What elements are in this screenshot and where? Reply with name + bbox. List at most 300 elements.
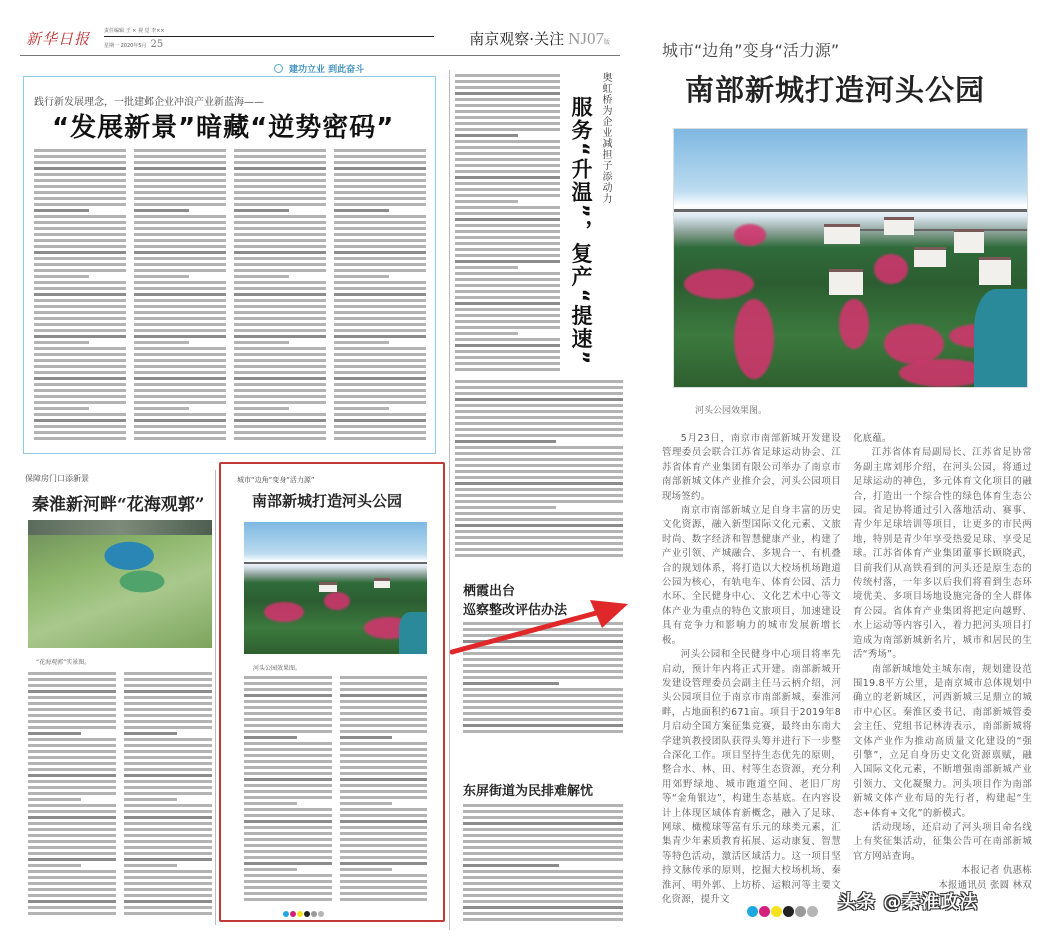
text-line <box>134 431 226 434</box>
text-line <box>455 554 623 557</box>
text-line <box>340 742 428 745</box>
text-line <box>234 425 326 428</box>
highlighted-story-body <box>244 676 427 904</box>
text-line <box>234 365 326 368</box>
text-line <box>455 200 518 203</box>
text-line <box>463 888 623 891</box>
text-line <box>455 284 560 287</box>
text-line <box>455 332 518 335</box>
text-line <box>340 736 393 739</box>
text-line <box>244 790 332 793</box>
text-line <box>463 870 623 873</box>
text-line <box>124 726 212 729</box>
text-line <box>134 383 226 386</box>
text-line <box>234 431 326 434</box>
text-line <box>134 275 189 278</box>
text-line <box>244 898 332 901</box>
text-line <box>244 700 332 703</box>
text-line <box>340 760 428 763</box>
text-line <box>134 377 226 380</box>
text-line <box>463 864 559 867</box>
text-line <box>455 500 623 503</box>
text-line <box>134 209 189 212</box>
text-line <box>455 524 623 527</box>
text-line <box>34 227 126 230</box>
text-line <box>340 844 428 847</box>
article-title: 南部新城打造河头公园 <box>685 73 986 107</box>
text-line <box>340 814 428 817</box>
text-line <box>234 239 326 242</box>
text-line <box>244 676 332 679</box>
text-line <box>234 311 326 314</box>
text-line <box>463 730 623 733</box>
text-line <box>234 437 326 440</box>
text-line <box>34 251 126 254</box>
text-line <box>334 167 426 170</box>
text-line <box>34 239 126 242</box>
text-line <box>34 173 126 176</box>
text-line <box>134 221 226 224</box>
text-line <box>234 395 326 398</box>
text-line <box>463 882 623 885</box>
text-line <box>463 718 623 721</box>
text-line <box>124 792 212 795</box>
text-line <box>244 844 332 847</box>
text-line <box>455 320 560 323</box>
text-line <box>455 80 560 83</box>
text-line <box>244 784 332 787</box>
text-line <box>134 389 226 392</box>
text-line <box>334 233 426 236</box>
text-line <box>340 838 428 841</box>
text-column <box>124 672 212 922</box>
text-line <box>234 221 326 224</box>
text-line <box>463 876 623 879</box>
text-line <box>34 365 126 368</box>
text-column <box>28 672 116 922</box>
text-line <box>334 251 426 254</box>
text-line <box>134 161 226 164</box>
text-line <box>334 191 426 194</box>
text-line <box>455 536 623 539</box>
text-line <box>234 251 326 254</box>
text-line <box>124 900 212 903</box>
text-line <box>234 287 326 290</box>
text-line <box>34 203 126 206</box>
text-line <box>463 700 623 703</box>
text-line <box>34 167 126 170</box>
side-story-title: 服务“升温”，复产“提速” <box>569 96 593 367</box>
brief-title-2: 东屏街道为民排难解忧 <box>463 784 594 799</box>
text-line <box>28 738 116 741</box>
text-line <box>124 696 212 699</box>
text-line <box>124 780 212 783</box>
date-line: 星期一 2020年5月 25 <box>104 39 164 50</box>
text-line <box>134 281 226 284</box>
text-line <box>34 329 126 332</box>
text-line <box>28 672 116 675</box>
thumb-caption: 河头公园效果图。 <box>253 665 302 672</box>
text-line <box>455 386 623 389</box>
text-line <box>124 852 212 855</box>
text-line <box>234 257 326 260</box>
text-line <box>234 197 326 200</box>
side-story-body-cont <box>455 380 623 560</box>
text-line <box>334 221 426 224</box>
text-line <box>28 810 116 813</box>
text-line <box>463 906 623 909</box>
text-line <box>455 140 560 143</box>
text-line <box>334 419 426 422</box>
text-line <box>134 293 226 296</box>
text-line <box>334 425 426 428</box>
text-line <box>28 786 116 789</box>
text-line <box>455 152 560 155</box>
text-line <box>234 275 289 278</box>
text-line <box>455 134 518 137</box>
text-line <box>134 203 226 206</box>
text-line <box>134 341 189 344</box>
text-line <box>455 254 560 257</box>
text-line <box>34 263 126 266</box>
text-line <box>244 850 332 853</box>
text-column <box>34 149 126 445</box>
text-line <box>134 323 226 326</box>
top-story-kicker: 践行新发展理念，一批建邺企业冲浪产业新蓝海—— <box>34 97 264 108</box>
text-line <box>28 714 116 717</box>
text-line <box>455 236 560 239</box>
text-line <box>134 407 189 410</box>
text-line <box>455 458 623 461</box>
text-line <box>455 434 623 437</box>
text-line <box>124 684 212 687</box>
text-line <box>334 173 426 176</box>
text-line <box>28 888 116 891</box>
text-line <box>28 870 116 873</box>
text-line <box>28 804 116 807</box>
text-line <box>134 359 226 362</box>
text-line <box>334 323 426 326</box>
text-line <box>455 350 560 353</box>
text-line <box>124 870 212 873</box>
text-line <box>340 712 428 715</box>
text-line <box>28 852 116 855</box>
text-line <box>463 694 623 697</box>
text-line <box>28 876 116 879</box>
text-line <box>34 347 126 350</box>
text-line <box>463 688 623 691</box>
text-line <box>455 278 560 281</box>
text-line <box>334 155 426 158</box>
text-line <box>463 682 559 685</box>
text-line <box>234 413 326 416</box>
bottom-left-title: 秦淮新河畔“花海观郭” <box>32 495 205 515</box>
text-line <box>340 862 428 865</box>
text-line <box>455 74 560 77</box>
text-line <box>134 425 226 428</box>
brief-body-2 <box>463 804 623 924</box>
text-line <box>244 760 332 763</box>
text-line <box>334 281 426 284</box>
text-line <box>334 431 426 434</box>
text-line <box>34 149 126 152</box>
text-line <box>244 820 332 823</box>
text-line <box>340 682 428 685</box>
text-line <box>34 209 89 212</box>
text-line <box>334 401 426 404</box>
text-line <box>234 269 326 272</box>
text-line <box>455 368 560 371</box>
text-column <box>334 149 426 445</box>
text-line <box>455 452 623 455</box>
text-line <box>455 170 560 173</box>
text-line <box>28 720 116 723</box>
text-line <box>124 810 212 813</box>
text-line <box>28 726 116 729</box>
text-line <box>340 820 428 823</box>
text-line <box>134 251 226 254</box>
text-line <box>334 365 426 368</box>
text-line <box>334 311 426 314</box>
text-line <box>124 678 212 681</box>
text-line <box>455 314 560 317</box>
text-line <box>134 179 226 182</box>
text-line <box>244 736 297 739</box>
text-line <box>34 317 126 320</box>
text-line <box>334 389 426 392</box>
text-line <box>234 227 326 230</box>
text-line <box>124 768 212 771</box>
text-line <box>34 275 89 278</box>
text-line <box>455 308 560 311</box>
text-line <box>234 281 326 284</box>
text-line <box>34 413 126 416</box>
text-line <box>340 808 428 811</box>
text-line <box>124 756 212 759</box>
text-line <box>455 530 623 533</box>
text-line <box>334 353 426 356</box>
text-line <box>340 688 428 691</box>
text-line <box>463 900 623 903</box>
text-line <box>244 838 332 841</box>
text-line <box>455 290 560 293</box>
text-line <box>244 754 332 757</box>
text-line <box>34 191 126 194</box>
text-line <box>455 518 623 521</box>
text-line <box>334 437 426 440</box>
text-line <box>455 188 560 191</box>
text-line <box>463 918 623 921</box>
text-line <box>124 882 212 885</box>
text-line <box>244 796 332 799</box>
text-line <box>334 287 426 290</box>
text-line <box>134 395 226 398</box>
text-line <box>124 828 212 831</box>
text-line <box>28 696 116 699</box>
text-line <box>34 359 126 362</box>
text-line <box>244 772 332 775</box>
arrow-icon <box>450 596 630 656</box>
text-line <box>244 706 332 709</box>
text-line <box>28 792 116 795</box>
text-line <box>34 287 126 290</box>
text-line <box>340 724 428 727</box>
text-line <box>340 778 428 781</box>
article-column-1: 5月23日，南京市南部新城开发建设管理委员会联合江苏省足球运动协会、江苏省体育产业集团有限公司举办了南京市南部新城文体产业推介会，河头公园项目现场签约。 南京市南部新城立足自身丰富的历史文化资源，融入新型国际文化元素、文旅时尚、数字经济和智慧健康产业，构建了产业引领、产城融合、多规合一、有机叠合的规划体系，将打造以大校场机场跑道公园为核心，有轨电车、体育公园、活力水环、全民健身中心、文化艺术中心等文体产业为重点的特色文旅项目，加速建设具有竞争力和影响力的城市发展新增长极。 河头公园和全民健身中心项目将率先启动，预计年内将正式开建。南部新城开发建设管理委员会副主任马云柄介绍，河头公园项目位于南京市南部新城，秦淮河畔，占地面积约671亩。项目于2019年8月启动全国方案征集竞赛，最终由东南大学建筑教授团队获得头筹并进行下一步整合深化工作。项目坚持生态优先的原则，整合水、林、田、村等生态资源，充分利用郊野绿地、城市跑道空间、老旧厂房等“金角银边”，构建生态基底。在内容设计上体现区域体育新概念，融入了足球、网球、橄榄球等富有乐元的球类元素，汇集青少年素质教育拓展、运动康复、智慧等特色活动，激活区域活力。这一项目坚持文脉传承的原则，挖掘大校场机场、秦淮河、明外郭、上坊桥、运粮河等主要文化资源，提升文 <box>662 433 841 905</box>
text-line <box>34 371 126 374</box>
text-line <box>134 401 226 404</box>
text-line <box>234 209 289 212</box>
text-line <box>340 868 393 871</box>
park-rendering-thumb <box>244 522 427 654</box>
text-line <box>463 676 623 679</box>
text-line <box>340 748 428 751</box>
text-line <box>455 344 560 347</box>
text-line <box>34 293 126 296</box>
text-line <box>334 215 426 218</box>
text-line <box>340 802 393 805</box>
text-line <box>134 191 226 194</box>
text-line <box>134 419 226 422</box>
text-line <box>134 215 226 218</box>
text-line <box>334 329 426 332</box>
text-line <box>124 750 212 753</box>
text-line <box>334 407 389 410</box>
text-line <box>28 678 116 681</box>
text-line <box>455 242 560 245</box>
text-line <box>234 191 326 194</box>
text-line <box>334 269 426 272</box>
text-line <box>340 772 428 775</box>
text-line <box>124 816 212 819</box>
text-line <box>134 269 226 272</box>
text-line <box>455 392 623 395</box>
text-column <box>244 676 332 904</box>
text-line <box>124 702 212 705</box>
text-line <box>134 245 226 248</box>
text-line <box>463 804 623 807</box>
text-line <box>124 690 212 693</box>
text-line <box>340 850 428 853</box>
text-line <box>28 702 116 705</box>
text-line <box>34 197 126 200</box>
text-line <box>234 299 326 302</box>
text-line <box>234 359 326 362</box>
text-line <box>28 684 116 687</box>
text-line <box>234 335 326 338</box>
side-story-body <box>455 74 560 374</box>
text-line <box>234 401 326 404</box>
section-header: 南京观察·关注 NJ07版 <box>469 29 610 48</box>
text-line <box>455 212 560 215</box>
text-line <box>34 401 126 404</box>
brief-title-1: 栖霞出台 巡察整改评估办法 <box>463 584 568 618</box>
text-line <box>34 407 89 410</box>
text-line <box>455 416 623 419</box>
text-line <box>340 730 428 733</box>
text-line <box>34 233 126 236</box>
text-line <box>134 329 226 332</box>
text-line <box>234 245 326 248</box>
text-line <box>340 676 428 679</box>
text-line <box>124 840 212 843</box>
text-line <box>234 263 326 266</box>
text-line <box>334 149 426 152</box>
text-line <box>244 748 332 751</box>
text-line <box>234 155 326 158</box>
text-line <box>234 293 326 296</box>
text-line <box>28 900 116 903</box>
text-line <box>234 323 326 326</box>
text-line <box>28 744 116 747</box>
text-line <box>28 774 116 777</box>
text-line <box>28 732 81 735</box>
text-line <box>463 840 623 843</box>
text-line <box>134 335 226 338</box>
byline-2: 本报通讯员 张圆 林双 <box>938 879 1032 891</box>
text-line <box>234 167 326 170</box>
text-line <box>134 317 226 320</box>
text-line <box>28 762 116 765</box>
text-line <box>234 185 326 188</box>
text-line <box>244 826 332 829</box>
text-line <box>455 326 560 329</box>
text-line <box>334 383 426 386</box>
text-line <box>334 197 426 200</box>
text-line <box>124 822 212 825</box>
text-line <box>244 778 332 781</box>
text-line <box>244 880 332 883</box>
text-line <box>28 750 116 753</box>
text-line <box>455 362 560 365</box>
text-line <box>134 197 226 200</box>
text-line <box>455 464 623 467</box>
text-line <box>455 98 560 101</box>
text-line <box>455 440 556 443</box>
top-story-body <box>34 149 426 445</box>
text-line <box>455 338 560 341</box>
cmyk-registration-marks <box>747 906 818 917</box>
text-line <box>334 317 426 320</box>
text-line <box>28 828 116 831</box>
column-divider <box>215 470 216 925</box>
text-line <box>134 233 226 236</box>
text-line <box>124 912 212 915</box>
text-line <box>34 335 126 338</box>
text-line <box>34 155 126 158</box>
text-line <box>124 864 177 867</box>
article-body <box>662 432 1032 907</box>
text-line <box>34 305 126 308</box>
text-line <box>28 708 116 711</box>
park-rendering-photo <box>673 128 1028 388</box>
text-line <box>340 832 428 835</box>
text-line <box>244 730 332 733</box>
text-line <box>134 155 226 158</box>
text-line <box>455 296 560 299</box>
text-line <box>334 263 426 266</box>
text-line <box>28 864 81 867</box>
text-line <box>340 706 428 709</box>
text-line <box>134 305 226 308</box>
text-line <box>455 128 560 131</box>
text-line <box>244 712 332 715</box>
text-line <box>234 407 289 410</box>
text-line <box>334 179 426 182</box>
text-line <box>234 203 326 206</box>
text-line <box>134 173 226 176</box>
text-line <box>124 858 212 861</box>
